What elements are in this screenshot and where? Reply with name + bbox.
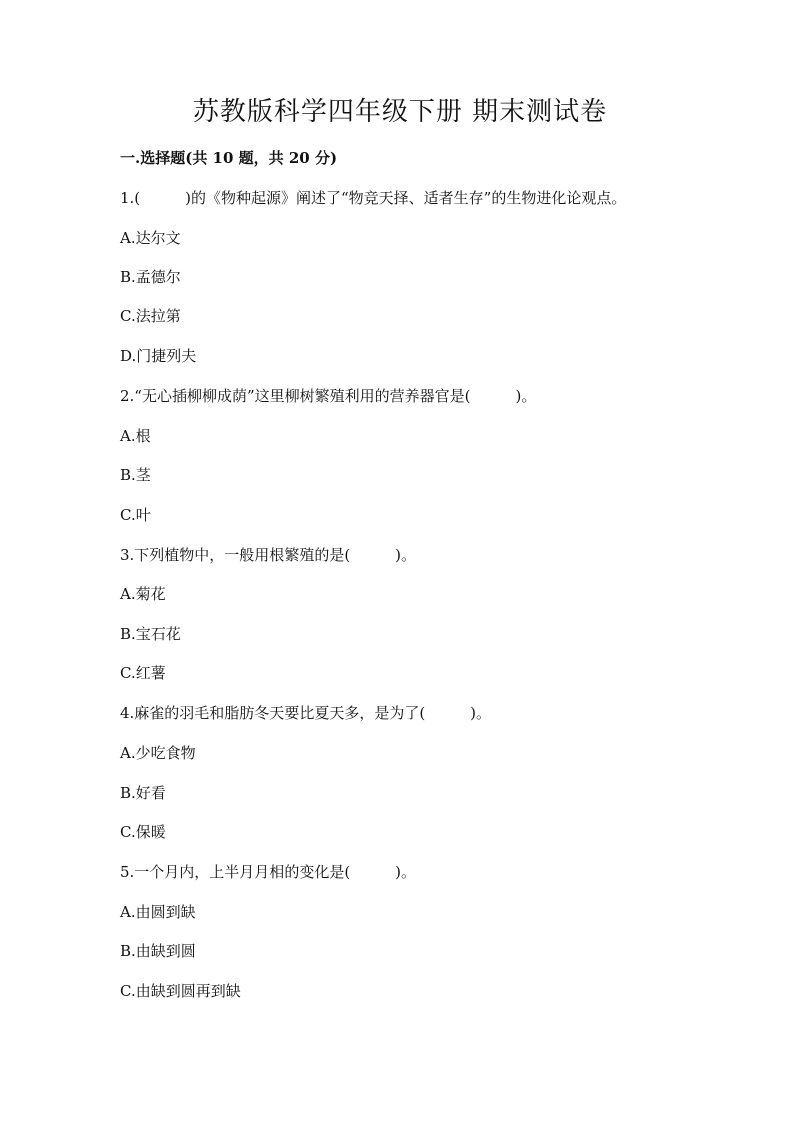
question-5-stem: 5.一个月内，上半月月相的变化是( )。 <box>120 863 417 881</box>
question-2-stem: 2.“无心插柳柳成荫”这里柳树繁殖利用的营养器官是( )。 <box>120 387 537 405</box>
question-4-option-a: A.少吃食物 <box>120 744 196 762</box>
section-heading: 一.选择题(共 10 题，共 20 分) <box>120 149 338 167</box>
question-3-option-c: C.红薯 <box>120 664 166 682</box>
question-3-option-a: A.菊花 <box>120 585 166 603</box>
question-4-option-c: C.保暖 <box>120 823 166 841</box>
question-1-option-c: C.法拉第 <box>120 307 181 325</box>
question-5-option-b: B.由缺到圆 <box>120 942 196 960</box>
question-3-option-b: B.宝石花 <box>120 625 181 643</box>
question-1-option-b: B.孟德尔 <box>120 268 181 286</box>
question-5-option-c: C.由缺到圆再到缺 <box>120 982 241 1000</box>
question-5-option-a: A.由圆到缺 <box>120 903 196 921</box>
question-1-option-a: A.达尔文 <box>120 229 181 247</box>
question-3-stem: 3.下列植物中，一般用根繁殖的是( )。 <box>120 546 417 564</box>
question-1-stem: 1.( )的《物种起源》阐述了“物竞天择、适者生存”的生物进化论观点。 <box>120 189 627 207</box>
question-1-option-d: D.门捷列夫 <box>120 347 197 365</box>
question-2-option-c: C.叶 <box>120 506 151 524</box>
question-2-option-b: B.茎 <box>120 466 151 484</box>
question-2-option-a: A.根 <box>120 427 151 445</box>
page-title: 苏教版科学四年级下册 期末测试卷 <box>192 97 608 127</box>
question-4-stem: 4.麻雀的羽毛和脂肪冬天要比夏天多，是为了( )。 <box>120 704 492 722</box>
question-4-option-b: B.好看 <box>120 784 166 802</box>
